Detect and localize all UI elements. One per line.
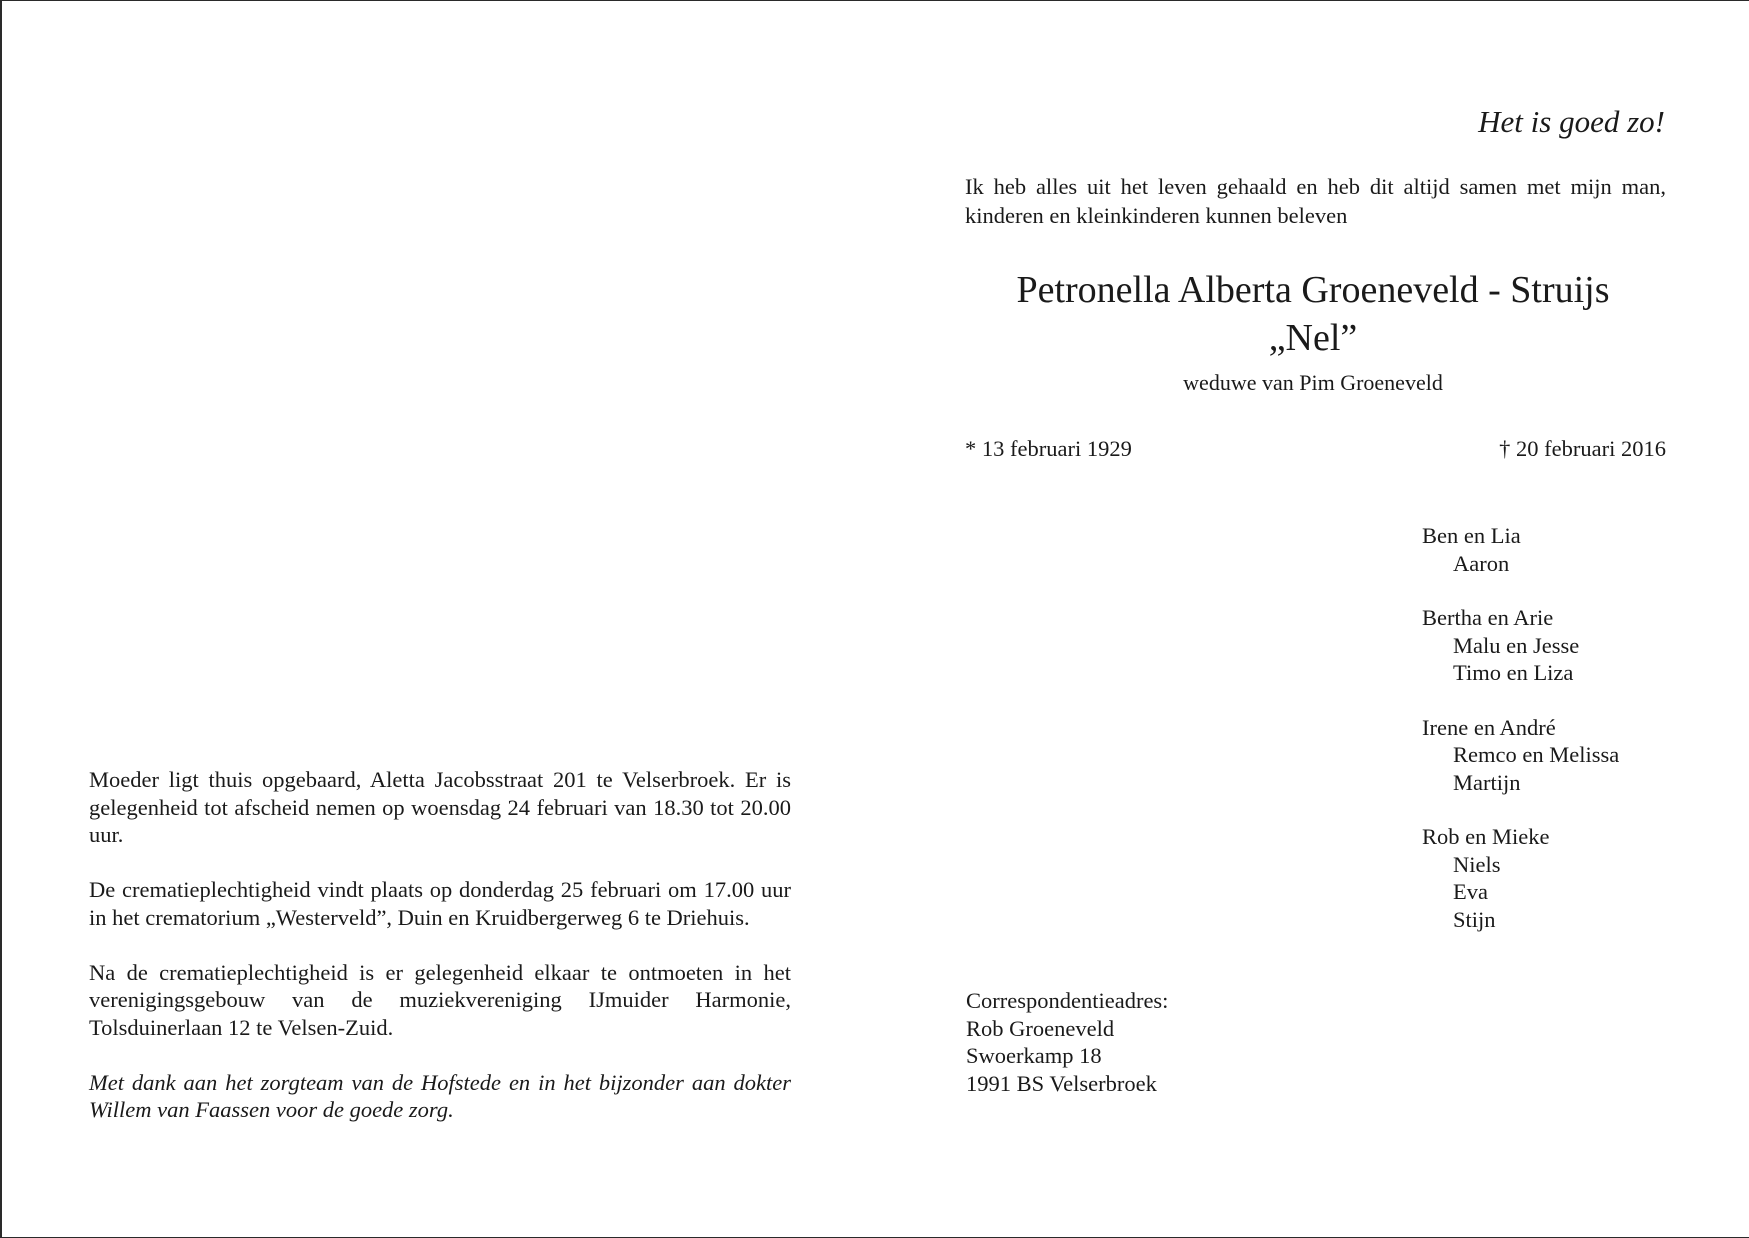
correspondence-label: Correspondentieadres: [966, 988, 1169, 1013]
family-child: Niels [1453, 851, 1501, 877]
family-parents: Ben en Lia [1422, 523, 1521, 548]
ceremony-paragraph: De crematieplechtigheid vindt plaats op donderdag 25 februari om 17.00 uur in het crematorium „Westerveld”, Duin en Kruidbergerweg 6 te Driehuis. [89, 877, 791, 930]
family-group [1422, 823, 1619, 933]
family-child: Aaron [1453, 550, 1510, 576]
deceased-nickname: „Nel” [1268, 317, 1358, 359]
widow-of: weduwe van Pim Groeneveld [1183, 370, 1443, 395]
family-parents: Rob en Mieke [1422, 824, 1550, 849]
deceased-name: Petronella Alberta Groeneveld - Struijs [1016, 269, 1610, 311]
family-group [1422, 714, 1619, 797]
family-child: Martijn [1453, 769, 1521, 795]
family-list [1422, 522, 1619, 960]
correspondence-name: Rob Groeneveld [966, 1015, 1115, 1041]
family-parents: Irene en André [1422, 714, 1556, 740]
death-date: † 20 februari 2016 [1499, 436, 1666, 461]
family-child: Eva [1453, 879, 1488, 904]
practical-info [89, 766, 791, 1151]
viewing-paragraph: Moeder ligt thuis opgebaard, Aletta Jacobsstraat 201 te Velserbroek. Er is gelegenheid tot afscheid nemen op woensdag 24 februari van 18.30 tot 20.00 uur. [89, 767, 791, 847]
family-group [1422, 522, 1619, 577]
gathering-paragraph: Na de crematieplechtigheid is er gelegenheid elkaar te ontmoeten in het verenigingsgebouw van de muziekvereniging IJmuider Harmonie, Tolsduinerlaan 12 te Velsen-Zuid. [89, 959, 791, 1040]
motto: Het is goed zo! [1478, 104, 1665, 139]
family-child: Timo en Liza [1453, 660, 1574, 685]
family-child: Malu en Jesse [1453, 632, 1580, 658]
thanks-paragraph: Met dank aan het zorgteam van de Hofstede en in het bijzonder aan dokter Willem van Faassen voor de goede zorg. [89, 1069, 791, 1122]
family-group [1422, 604, 1619, 687]
family-parents: Bertha en Arie [1422, 605, 1554, 630]
birth-date: * 13 februari 1929 [965, 436, 1132, 461]
correspondence-city: 1991 BS Velserbroek [966, 1070, 1157, 1096]
correspondence-street: Swoerkamp 18 [966, 1043, 1102, 1068]
intro-text: Ik heb alles uit het leven gehaald en heb dit altijd samen met mijn man, kinderen en kleinkinderen kunnen beleven [965, 174, 1666, 228]
family-child: Remco en Melissa [1453, 742, 1620, 767]
correspondence-address [966, 987, 1168, 1097]
family-child: Stijn [1453, 906, 1496, 932]
